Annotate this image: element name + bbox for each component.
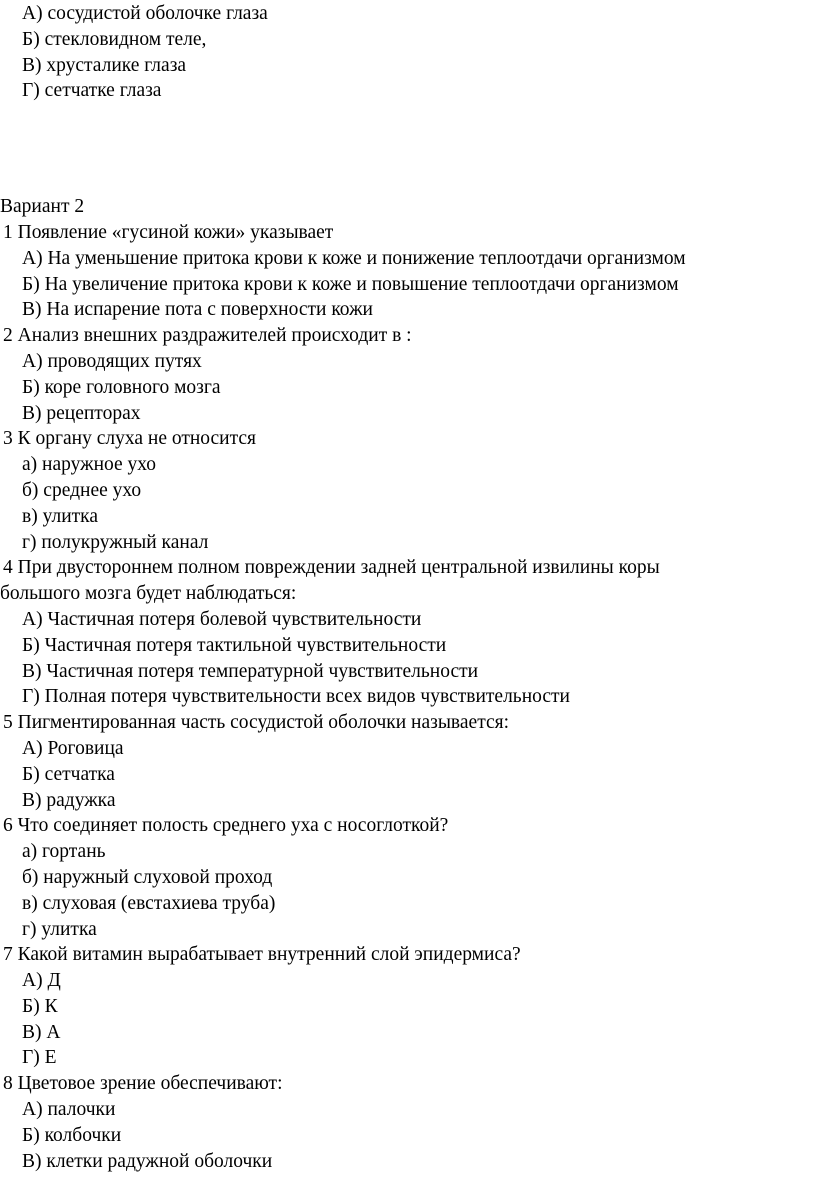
option-b: Б) сетчатка [22,763,115,785]
option-b: Б) К [22,995,58,1017]
question-5 [0,710,816,813]
option-d: Г) Е [22,1047,57,1069]
question-2 [0,323,816,426]
question-text: 6 Что соединяет полость среднего уха с носоглоткой? [3,815,449,837]
option-a: А) На уменьшение притока крови к коже и понижение теплоотдачи организмом [22,247,686,269]
question-4 [0,555,816,710]
option-c: в) улитка [22,505,98,527]
option-b: Б) колбочки [22,1124,122,1146]
option-d: Г) Полная потеря чувствительности всех видов чувствительности [22,686,570,708]
option-c: В) А [22,1021,61,1043]
option-a: А) Д [22,970,61,992]
question-text: 2 Анализ внешних раздражителей происходит в : [3,325,412,347]
option-c: В) рецепторах [22,402,141,424]
question-text: 8 Цветовое зрение обеспечивают: [3,1073,283,1095]
question-6 [0,813,816,942]
option-a: А) проводящих путях [22,350,202,372]
question-text: 3 К органу слуха не относится [3,428,257,450]
question-text-line-2: большого мозга будет наблюдаться: [0,583,297,605]
option-b: Б) коре головного мозга [22,376,221,398]
option-d: г) улитка [22,918,97,940]
option-d: Г) сетчатке глаза [22,80,162,102]
previous-question-options [0,0,816,104]
option-a: А) Частичная потеря болевой чувствительности [22,608,422,630]
question-text: 5 Пигментированная часть сосудистой оболочки называется: [3,712,509,734]
option-b: б) среднее ухо [22,479,142,501]
option-c: в) слуховая (евстахиева труба) [22,892,276,914]
question-text: 7 Какой витамин вырабатывает внутренний слой эпидермиса? [3,944,521,966]
option-c: В) На испарение пота с поверхности кожи [22,299,373,321]
option-c: В) радужка [22,789,116,811]
question-text: 1 Появление «гусиной кожи» указывает [3,221,334,243]
option-b: Б) стекловидном теле, [22,28,207,50]
question-1 [0,220,816,323]
option-a: А) Роговица [22,737,124,759]
option-c: В) Частичная потеря температурной чувствительности [22,660,479,682]
question-text-line-1: 4 При двустороннем полном повреждении задней центральной извилины коры [3,557,660,579]
option-d: г) полукружный канал [22,531,209,553]
option-c: В) хрусталике глаза [22,54,187,76]
option-a: А) сосудистой оболочке глаза [22,3,268,24]
option-b: Б) Частичная потеря тактильной чувствительности [22,634,447,656]
option-b: Б) На увеличение притока крови к коже и повышение теплоотдачи организмом [22,273,679,295]
option-a: а) гортань [22,841,106,863]
question-7 [0,942,816,1071]
spacer [0,104,816,194]
option-a: а) наружное ухо [22,454,157,476]
option-b: б) наружный слуховой проход [22,866,273,888]
option-c: В) клетки радужной оболочки [22,1150,273,1172]
option-a: А) палочки [22,1099,116,1121]
question-8 [0,1071,816,1174]
question-3 [0,426,816,555]
variant-title: Вариант 2 [0,196,85,218]
